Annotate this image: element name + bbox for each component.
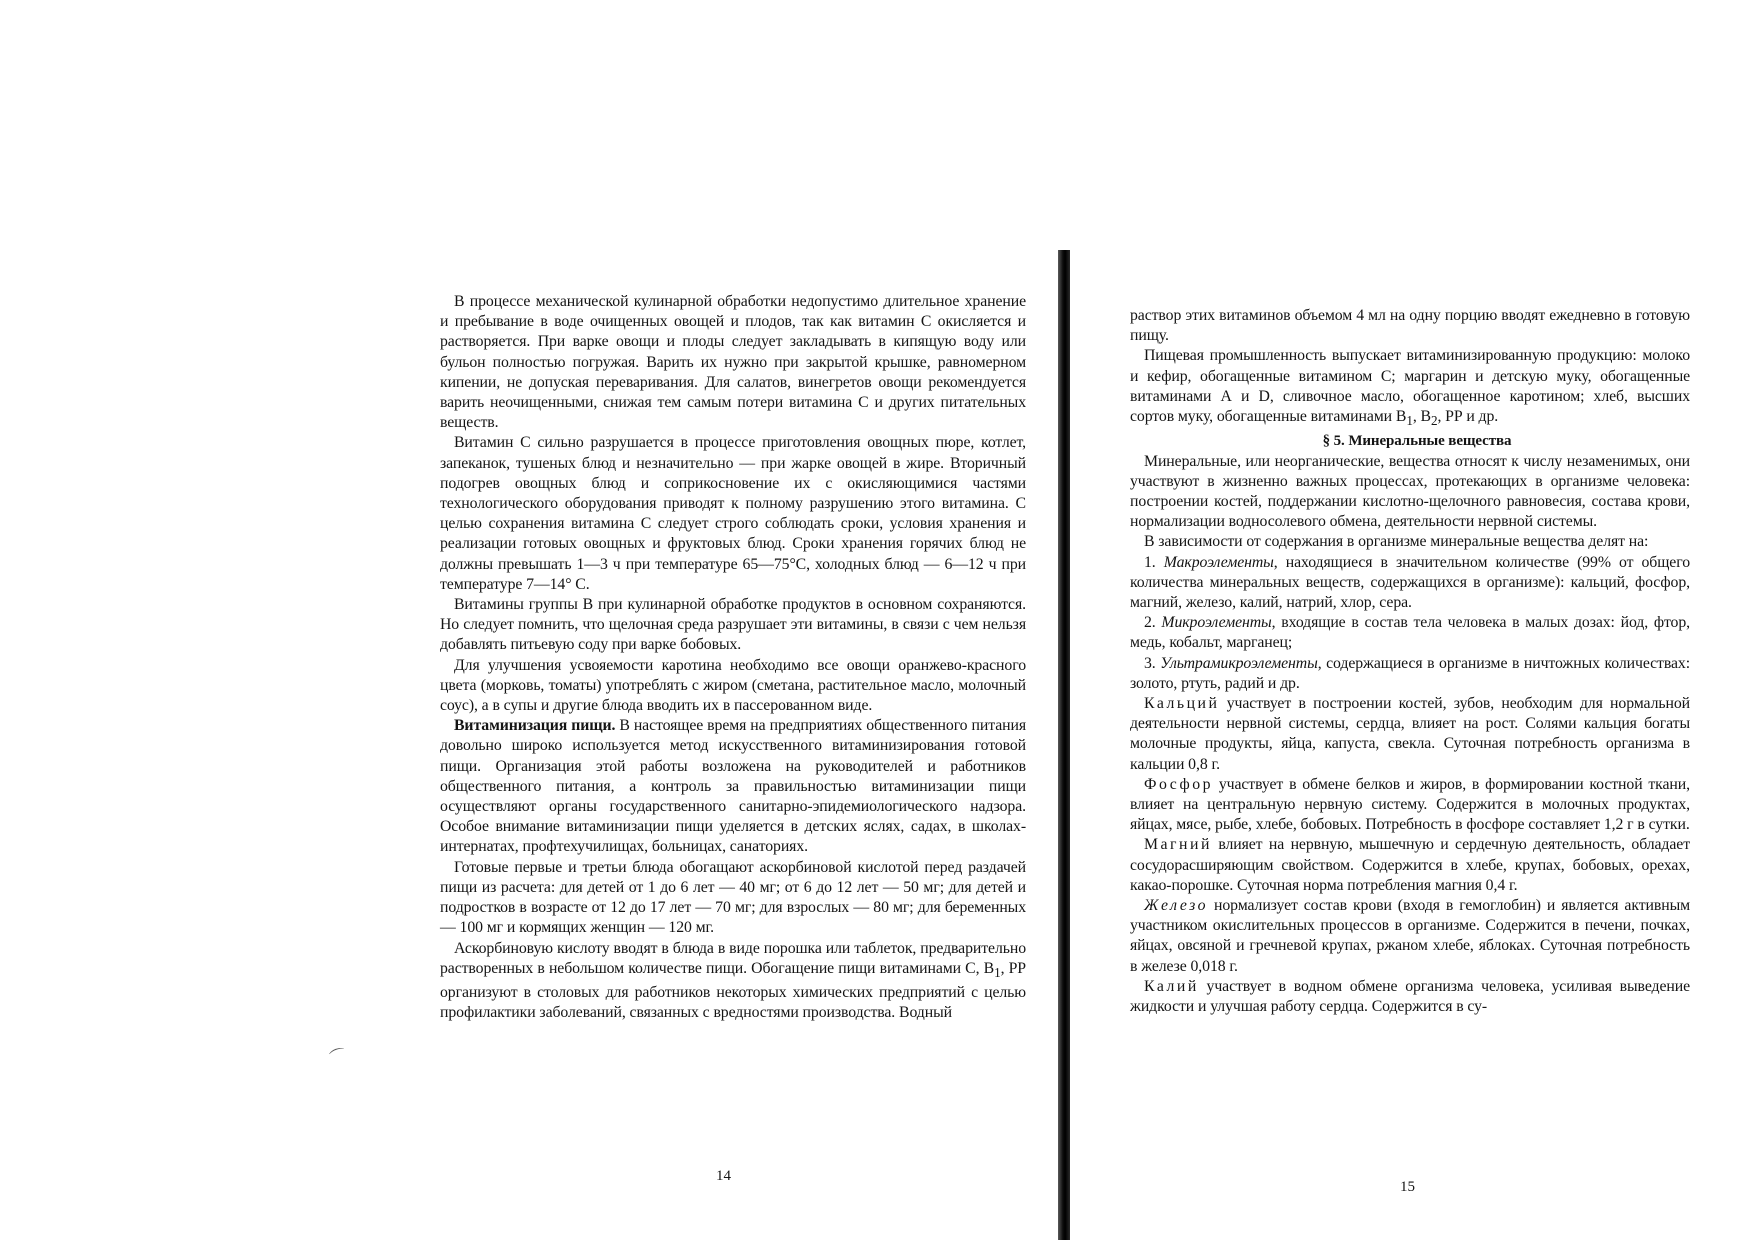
paragraph-text: Пищевая промышленность выпускает витаминизированную продукцию: молоко и кефир, обогащенные витамином С; маргарин и детскую муку, обогащенные витаминами А и D, сливочное масло, обогащенное каротином; хлеб, высших сортов муку, обогащенные витаминами В <box>1130 347 1690 426</box>
paragraph: В зависимости от содержания в организме минеральные вещества делят на: <box>1144 533 1649 551</box>
term: Микроэлементы <box>1161 614 1272 632</box>
paragraph: В процессе механической кулинарной обработки недопустимо длительное хранение и пребывание в воде очищенных овощей и плодов, так как витамин С окисляется и растворяется. При варке овощи и плоды следует закладывать в кипящую воду или бульон полностью погружая. Варить их нужно при закрытой крышке, равномерном кипении, не допуская переваривания. Для салатов, винегретов овощи рекомендуется варить неочищенными, снижая тем самым потери витамина С и других питательных веществ. <box>440 293 1026 432</box>
term: Ультрамикроэлементы <box>1160 654 1318 672</box>
term: Кальций <box>1144 695 1220 713</box>
paragraph: Готовые первые и третьи блюда обогащают аскорбиновой кислотой перед раздачей пищи из расчета: для детей от 1 до 6 лет — 40 мг; от 6 до 12 лет — 50 мг; для детей и подростков в возрасте от 12 до 17 лет — 70 мг; для взрослых — 80 мг; для беременных — 100 мг и кормящих женщин — 120 мг. <box>440 858 1026 937</box>
paragraph: Витамины группы В при кулинарной обработке продуктов в основном сохраняются. Но следует помнить, что щелочная среда разрушает эти витамины, в связи с чем нельзя добавлять питьевую соду при варке бобовых. <box>440 596 1026 654</box>
list-item <box>1130 553 1690 614</box>
term: Фосфор <box>1144 775 1214 793</box>
list-item <box>1130 613 1690 653</box>
paragraph-text: , РР организуют в столовых для работников некоторых химических предприятий с целью профилактики заболеваний, связанных с вредностями производства. Водный <box>440 959 1026 1022</box>
paragraph: Для улучшения усвояемости каротина необходимо все овощи оранжево-красного цвета (морковь, томаты) употреблять с жиром (сметана, растительное масло, молочный соус), а в супы и другие блюда вводить их в пассерованном виде. <box>440 656 1026 715</box>
subscript: 1 <box>1406 413 1413 429</box>
subscript: 2 <box>1430 413 1438 429</box>
paragraph: Минеральные, или неорганические, вещества относят к числу незаменимых, они участвуют в жизненно важных процессах, протекающих в организме человека: построении костей, поддержании кислотно-щелочного равновесия, состава крови, нормализации водносолевого обмена, деятельности нервной системы. <box>1130 452 1690 531</box>
paragraph-text: участвует в обмене белков и жиров, в формировании костной ткани, влияет на центральную нервную систему. Содержится в молочных продуктах, яйцах, мясе, рыбе, хлебе, бобовых. Потребность в фосфоре составляет 1,2 г в сутки. <box>1130 775 1690 834</box>
paragraph <box>1130 896 1690 977</box>
paragraph <box>440 716 1026 857</box>
term: Магний <box>1144 836 1212 854</box>
paragraph-text: В настоящее время на предприятиях общественного питания довольно широко используется метод искусственного витаминизирования готовой пищи. Организация этой работы возложена на руководителей и работников общественного питания, а контроль за правильностью витаминизации пищи осуществляют органы государственного санитарно-эпидемиологического надзора. Особое внимание витаминизации пищи уделяется в детских яслях, садах, в школах-интернатах, профтехучилищах, больницах, санаториях. <box>440 717 1026 856</box>
paragraph <box>1130 346 1690 431</box>
section-heading: § 5. Минеральные вещества <box>1322 433 1512 450</box>
page-number: 14 <box>716 1168 731 1184</box>
paragraph: раствор этих витаминов объемом 4 мл на одну порцию вводят ежедневно в готовую пищу. <box>1130 307 1690 345</box>
paragraph-text: , входящие в состав тела человека в малых дозах: йод, фтор, медь, кобальт, марганец; <box>1130 614 1691 652</box>
paragraph-text: участвует в построении костей, зубов, необходим для нормальной деятельности нервной системы, сердца, влияет на рост. Солями кальция богаты молочные продукты, яйца, капуста, свекла. Суточная потребность организма в кальции 0,8 г. <box>1130 695 1690 773</box>
book-gutter <box>1058 250 1070 1240</box>
paragraph <box>1130 775 1690 836</box>
term: Макроэлементы <box>1163 553 1274 571</box>
paragraph <box>440 939 1026 1024</box>
list-number: 1. <box>1144 553 1164 571</box>
paragraph-text: , содержащиеся в организме в ничтожных количествах: золото, ртуть, радий и др. <box>1130 654 1690 692</box>
paragraph-text: влияет на нервную, мышечную и сердечную деятельность, обладает сосудорасширяющим свойством. Содержится в хлебе, крупах, бобовых, орехах, какао-порошке. Суточная норма потребления магния 0,4 г. <box>1130 836 1690 894</box>
right-page <box>1070 0 1754 1240</box>
paragraph <box>1130 977 1690 1017</box>
paragraph: Витамин С сильно разрушается в процессе приготовления овощных пюре, котлет, запеканок, тушеных блюд и незначительно — при жарке овощей в жире. Вторичный подогрев овощных блюд и соприкосновение их с окисляющимися частями технологического оборудования приводят к полному разрушению этого витамина. С целью сохранения витамина С следует строго соблюдать сроки, условия хранения и реализации готовых овощных и фруктовых блюд. Сроки хранения горячих блюд не должны превышать 1—3 ч при температуре 65—75°С, холодных блюд — 6—12 ч при температуре 7—14° С. <box>440 434 1026 593</box>
subscript: 1 <box>994 964 1001 980</box>
page-number: 15 <box>1400 1179 1415 1195</box>
paragraph-text: , находящиеся в значительном количестве (99% от общего количества минеральных веществ, содержащихся в организме): кальций, фосфор, магний, железо, калий, натрий, хлор, сера. <box>1130 553 1691 611</box>
paragraph-text: Аскорбиновую кислоту вводят в блюда в виде порошка или таблеток, предварительно растворенных в небольшом количестве пищи. Обогащение пищи витаминами С, В <box>440 939 1026 977</box>
paragraph-text: , В <box>1412 408 1431 426</box>
right-page-text <box>1130 306 1690 1017</box>
run-in-heading: Витаминизация пищи. <box>454 717 616 735</box>
list-number: 2. <box>1144 614 1162 632</box>
paragraph-text: участвует в водном обмене организма человека, усиливая выведение жидкости и улучшая работу сердца. Содержится в су- <box>1130 977 1690 1016</box>
paragraph-text: , РР и др. <box>1437 408 1499 426</box>
term: Калий <box>1144 977 1199 995</box>
list-item <box>1130 654 1690 694</box>
paragraph <box>1130 694 1690 775</box>
list-number: 3. <box>1144 654 1161 672</box>
pencil-mark-icon: ⌒ <box>328 1046 350 1069</box>
paragraph-text: нормализует состав крови (входя в гемоглобин) и является активным участником окислительных процессов в организме. Содержится в печени, почках, яйцах, овсяной и гречневой крупах, ржаном хлебе, яблоках. Суточная потребность в железе 0,018 г. <box>1130 897 1690 975</box>
left-page-text <box>440 292 1026 1023</box>
term: Железо <box>1144 897 1209 915</box>
paragraph <box>1130 835 1690 896</box>
